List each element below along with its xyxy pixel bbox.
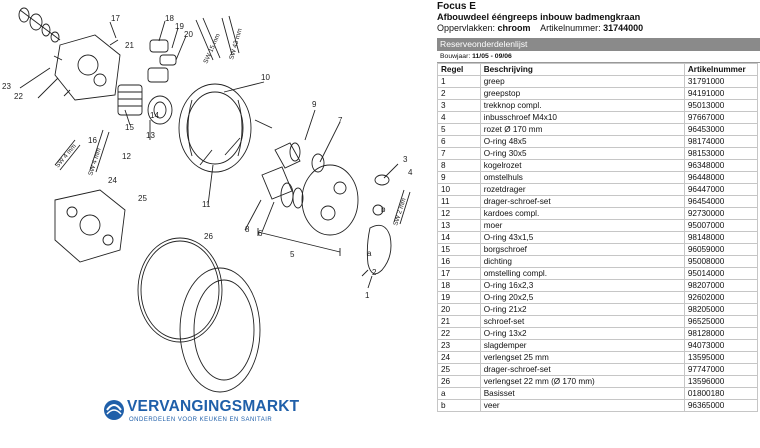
table-header-row <box>438 64 758 76</box>
tool-label-sw2: SW 2 mm <box>392 197 408 227</box>
surface-label: Oppervlakken: <box>437 23 496 33</box>
callout-3: 3 <box>403 155 408 164</box>
cell-artikelnummer: 98205000 <box>684 304 757 316</box>
cell-artikelnummer: 31791000 <box>684 76 757 88</box>
callout-22: 22 <box>14 92 23 101</box>
table-row <box>438 220 758 232</box>
table-row <box>438 376 758 388</box>
cell-beschrijving: borgschroef <box>480 244 684 256</box>
build-year-value: 11/05 - 09/06 <box>472 53 512 60</box>
callout-10: 10 <box>261 73 270 82</box>
table-row <box>438 88 758 100</box>
cell-artikelnummer: 97667000 <box>684 112 757 124</box>
callout-23: 23 <box>2 82 11 91</box>
callout-13: 13 <box>146 131 155 140</box>
cell-beschrijving: greepstop <box>480 88 684 100</box>
table-row <box>438 160 758 172</box>
build-year-label: Bouwjaar: <box>440 53 471 60</box>
cell-regel: 18 <box>438 280 481 292</box>
col-header-beschrijving: Beschrijving <box>480 64 684 76</box>
callout-9: 9 <box>312 100 317 109</box>
cell-artikelnummer: 95013000 <box>684 100 757 112</box>
cell-beschrijving: Basisset <box>480 388 684 400</box>
cell-beschrijving: verlengset 22 mm (Ø 170 mm) <box>480 376 684 388</box>
cell-artikelnummer: 92602000 <box>684 292 757 304</box>
cell-artikelnummer: 96348000 <box>684 160 757 172</box>
cell-beschrijving: O-ring 43x1,5 <box>480 232 684 244</box>
parts-info-panel <box>437 0 760 448</box>
tool-label-sw4-b: SW 4 mm <box>87 147 103 177</box>
cell-beschrijving: greep <box>480 76 684 88</box>
table-row <box>438 172 758 184</box>
cell-beschrijving: O-ring 13x2 <box>480 328 684 340</box>
callout-b: b <box>381 205 386 214</box>
cell-regel: 16 <box>438 256 481 268</box>
table-row <box>438 196 758 208</box>
parts-table <box>437 63 758 412</box>
logo-tagline: ONDERDELEN VOOR KEUKEN EN SANITAIR <box>129 417 273 423</box>
callout-18: 18 <box>165 14 174 23</box>
cell-beschrijving: moer <box>480 220 684 232</box>
cell-regel: 23 <box>438 340 481 352</box>
cell-regel: 19 <box>438 292 481 304</box>
table-row <box>438 136 758 148</box>
callout-17: 17 <box>111 14 120 23</box>
cell-artikelnummer: 95008000 <box>684 256 757 268</box>
callout-a: a <box>367 249 372 258</box>
cell-regel: 25 <box>438 364 481 376</box>
table-row <box>438 232 758 244</box>
cell-artikelnummer: 96453000 <box>684 124 757 136</box>
cell-artikelnummer: 13595000 <box>684 352 757 364</box>
table-row <box>438 100 758 112</box>
callout-12: 12 <box>122 152 131 161</box>
cell-regel: 26 <box>438 376 481 388</box>
table-row <box>438 268 758 280</box>
table-row <box>438 148 758 160</box>
cell-artikelnummer: 95014000 <box>684 268 757 280</box>
cell-regel: 11 <box>438 196 481 208</box>
cell-regel: 22 <box>438 328 481 340</box>
callout-26: 26 <box>204 232 213 241</box>
table-row <box>438 316 758 328</box>
table-row <box>438 328 758 340</box>
cell-artikelnummer: 94191000 <box>684 88 757 100</box>
cell-beschrijving: rozetdrager <box>480 184 684 196</box>
table-row <box>438 280 758 292</box>
table-row <box>438 244 758 256</box>
cell-regel: 20 <box>438 304 481 316</box>
article-value: 31744000 <box>603 23 644 33</box>
cell-artikelnummer: 96454000 <box>684 196 757 208</box>
cell-beschrijving: omstelling compl. <box>480 268 684 280</box>
table-row <box>438 340 758 352</box>
cell-artikelnummer: 96525000 <box>684 316 757 328</box>
cell-regel: 9 <box>438 172 481 184</box>
callout-15: 15 <box>125 123 134 132</box>
callout-5: 5 <box>290 250 295 259</box>
vervangingsmarkt-logo <box>103 396 300 436</box>
cell-beschrijving: verlengset 25 mm <box>480 352 684 364</box>
cell-artikelnummer: 96365000 <box>684 400 757 412</box>
table-row <box>438 208 758 220</box>
callout-1: 1 <box>365 291 370 300</box>
callout-8: 8 <box>245 225 250 234</box>
cell-artikelnummer: 96448000 <box>684 172 757 184</box>
tool-label-sw4-a: SW 4 mm <box>54 142 78 170</box>
table-row <box>438 124 758 136</box>
callout-11: 11 <box>202 200 211 209</box>
table-row <box>438 388 758 400</box>
cell-regel: 8 <box>438 160 481 172</box>
build-year <box>437 51 760 63</box>
cell-beschrijving: omstelhuls <box>480 172 684 184</box>
cell-beschrijving: rozet Ø 170 mm <box>480 124 684 136</box>
table-row <box>438 400 758 412</box>
product-meta <box>437 23 760 34</box>
cell-artikelnummer: 94073000 <box>684 340 757 352</box>
cell-regel: 15 <box>438 244 481 256</box>
cell-beschrijving: drager-schroef-set <box>480 364 684 376</box>
cell-artikelnummer: 96059000 <box>684 244 757 256</box>
tool-label-sw43: SW 43 mm <box>228 27 244 61</box>
spare-parts-banner: Reserveonderdelenlijst <box>437 38 760 51</box>
table-row <box>438 292 758 304</box>
cell-artikelnummer: 96447000 <box>684 184 757 196</box>
cell-beschrijving: kogelrozet <box>480 160 684 172</box>
table-row <box>438 184 758 196</box>
callout-20: 20 <box>184 30 193 39</box>
cell-beschrijving: O-ring 48x5 <box>480 136 684 148</box>
cell-beschrijving: trekknop compl. <box>480 100 684 112</box>
callout-2: 2 <box>372 268 377 277</box>
tool-label-sw15: SW 15 mm <box>202 32 222 65</box>
cell-regel: 17 <box>438 268 481 280</box>
cell-regel: 6 <box>438 136 481 148</box>
cell-beschrijving: kardoes compl. <box>480 208 684 220</box>
cell-artikelnummer: 98153000 <box>684 148 757 160</box>
table-row <box>438 76 758 88</box>
cell-regel: 7 <box>438 148 481 160</box>
cell-regel: b <box>438 400 481 412</box>
cell-artikelnummer: 98148000 <box>684 232 757 244</box>
surface-value: chroom <box>497 23 531 33</box>
cell-artikelnummer: 95007000 <box>684 220 757 232</box>
table-row <box>438 112 758 124</box>
cell-artikelnummer: 13596000 <box>684 376 757 388</box>
cell-regel: a <box>438 388 481 400</box>
logo-name: VERVANGINGSMARKT <box>127 398 300 415</box>
cell-regel: 5 <box>438 124 481 136</box>
cell-artikelnummer: 97747000 <box>684 364 757 376</box>
cell-beschrijving: drager-schroef-set <box>480 196 684 208</box>
callout-24: 24 <box>108 176 117 185</box>
col-header-regel: Regel <box>438 64 481 76</box>
cell-regel: 10 <box>438 184 481 196</box>
cell-beschrijving: O-ring 21x2 <box>480 304 684 316</box>
cell-regel: 14 <box>438 232 481 244</box>
cell-regel: 24 <box>438 352 481 364</box>
table-row <box>438 352 758 364</box>
callout-7: 7 <box>338 116 343 125</box>
cell-regel: 21 <box>438 316 481 328</box>
callout-4: 4 <box>408 168 413 177</box>
product-name: Focus E <box>437 1 476 12</box>
cell-beschrijving: O-ring 30x5 <box>480 148 684 160</box>
cell-beschrijving: veer <box>480 400 684 412</box>
cell-beschrijving: slagdemper <box>480 340 684 352</box>
cell-beschrijving: dichting <box>480 256 684 268</box>
callout-6: 6 <box>258 229 263 238</box>
callout-19: 19 <box>175 22 184 31</box>
cell-artikelnummer: 01800180 <box>684 388 757 400</box>
cell-artikelnummer: 98207000 <box>684 280 757 292</box>
col-header-artikelnummer: Artikelnummer <box>684 64 757 76</box>
callout-14: 14 <box>150 111 159 120</box>
callout-21: 21 <box>125 41 134 50</box>
cell-artikelnummer: 98128000 <box>684 328 757 340</box>
cell-artikelnummer: 98174000 <box>684 136 757 148</box>
cell-beschrijving: O-ring 20x2,5 <box>480 292 684 304</box>
article-label: Artikelnummer: <box>540 23 601 33</box>
cell-regel: 2 <box>438 88 481 100</box>
callout-16: 16 <box>88 136 97 145</box>
cell-beschrijving: O-ring 16x2,3 <box>480 280 684 292</box>
cell-beschrijving: schroef-set <box>480 316 684 328</box>
product-title: Afbouwdeel ééngreeps inbouw badmengkraan <box>437 12 641 22</box>
table-row <box>438 364 758 376</box>
cell-artikelnummer: 92730000 <box>684 208 757 220</box>
cell-regel: 1 <box>438 76 481 88</box>
table-row <box>438 304 758 316</box>
callout-25: 25 <box>138 194 147 203</box>
cell-regel: 4 <box>438 112 481 124</box>
cell-beschrijving: inbusschroef M4x10 <box>480 112 684 124</box>
cell-regel: 3 <box>438 100 481 112</box>
logo-swirl-icon <box>103 398 127 422</box>
cell-regel: 12 <box>438 208 481 220</box>
table-row <box>438 256 758 268</box>
cell-regel: 13 <box>438 220 481 232</box>
